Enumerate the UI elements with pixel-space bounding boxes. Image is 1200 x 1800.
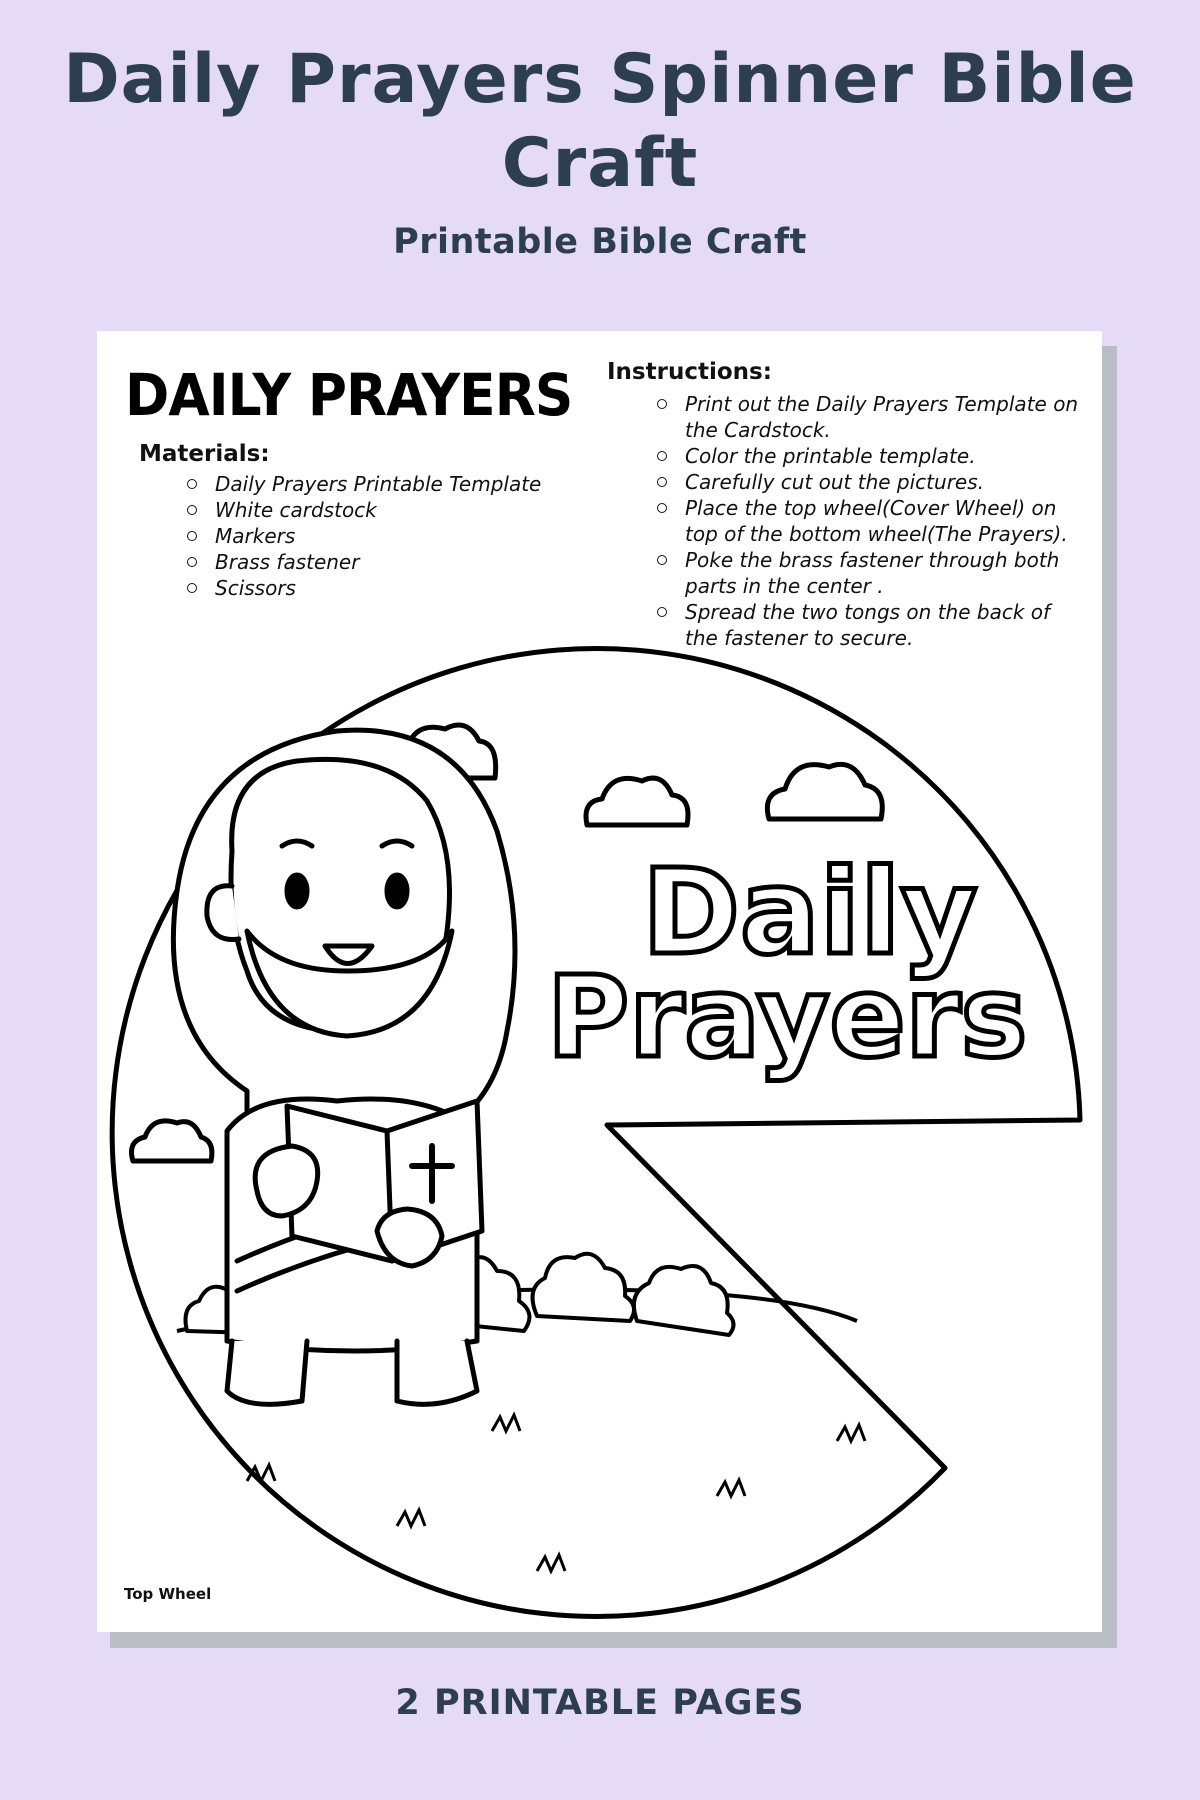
top-wheel-label: Top Wheel (124, 1585, 212, 1603)
wheel-title-prayers: Prayers (547, 953, 1028, 1083)
page-title: Daily Prayers Spinner Bible Craft (63, 40, 1137, 203)
instructions-heading: Instructions: (607, 359, 772, 385)
list-item: Poke the brass fastener through both parts in the center . (657, 547, 1087, 599)
printable-sheet-preview (97, 331, 1102, 1632)
list-item: Daily Prayers Printable Template (187, 471, 541, 497)
wheel-title-daily: Daily (642, 843, 978, 981)
list-item: Markers (187, 523, 541, 549)
sheet-title: DAILY PRAYERS (125, 361, 573, 429)
list-item: Carefully cut out the pictures. (657, 469, 1087, 495)
top-wheel-illustration (97, 331, 1102, 1632)
printable-pages-count: 2 PRINTABLE PAGES (395, 1683, 805, 1723)
list-item: White cardstock (187, 497, 541, 523)
list-item: Spread the two tongs on the back of the fastener to secure. (657, 599, 1087, 651)
list-item: Scissors (187, 575, 541, 601)
list-item: Place the top wheel(Cover Wheel) on top of the bottom wheel(The Prayers). (657, 495, 1087, 547)
list-item: Color the printable template. (657, 443, 1087, 469)
page-subtitle: Printable Bible Craft (393, 222, 807, 262)
materials-heading: Materials: (139, 441, 270, 467)
list-item: Print out the Daily Prayers Template on the Cardstock. (657, 391, 1087, 443)
jesus-character-illustration (173, 730, 515, 1404)
list-item: Brass fastener (187, 549, 541, 575)
